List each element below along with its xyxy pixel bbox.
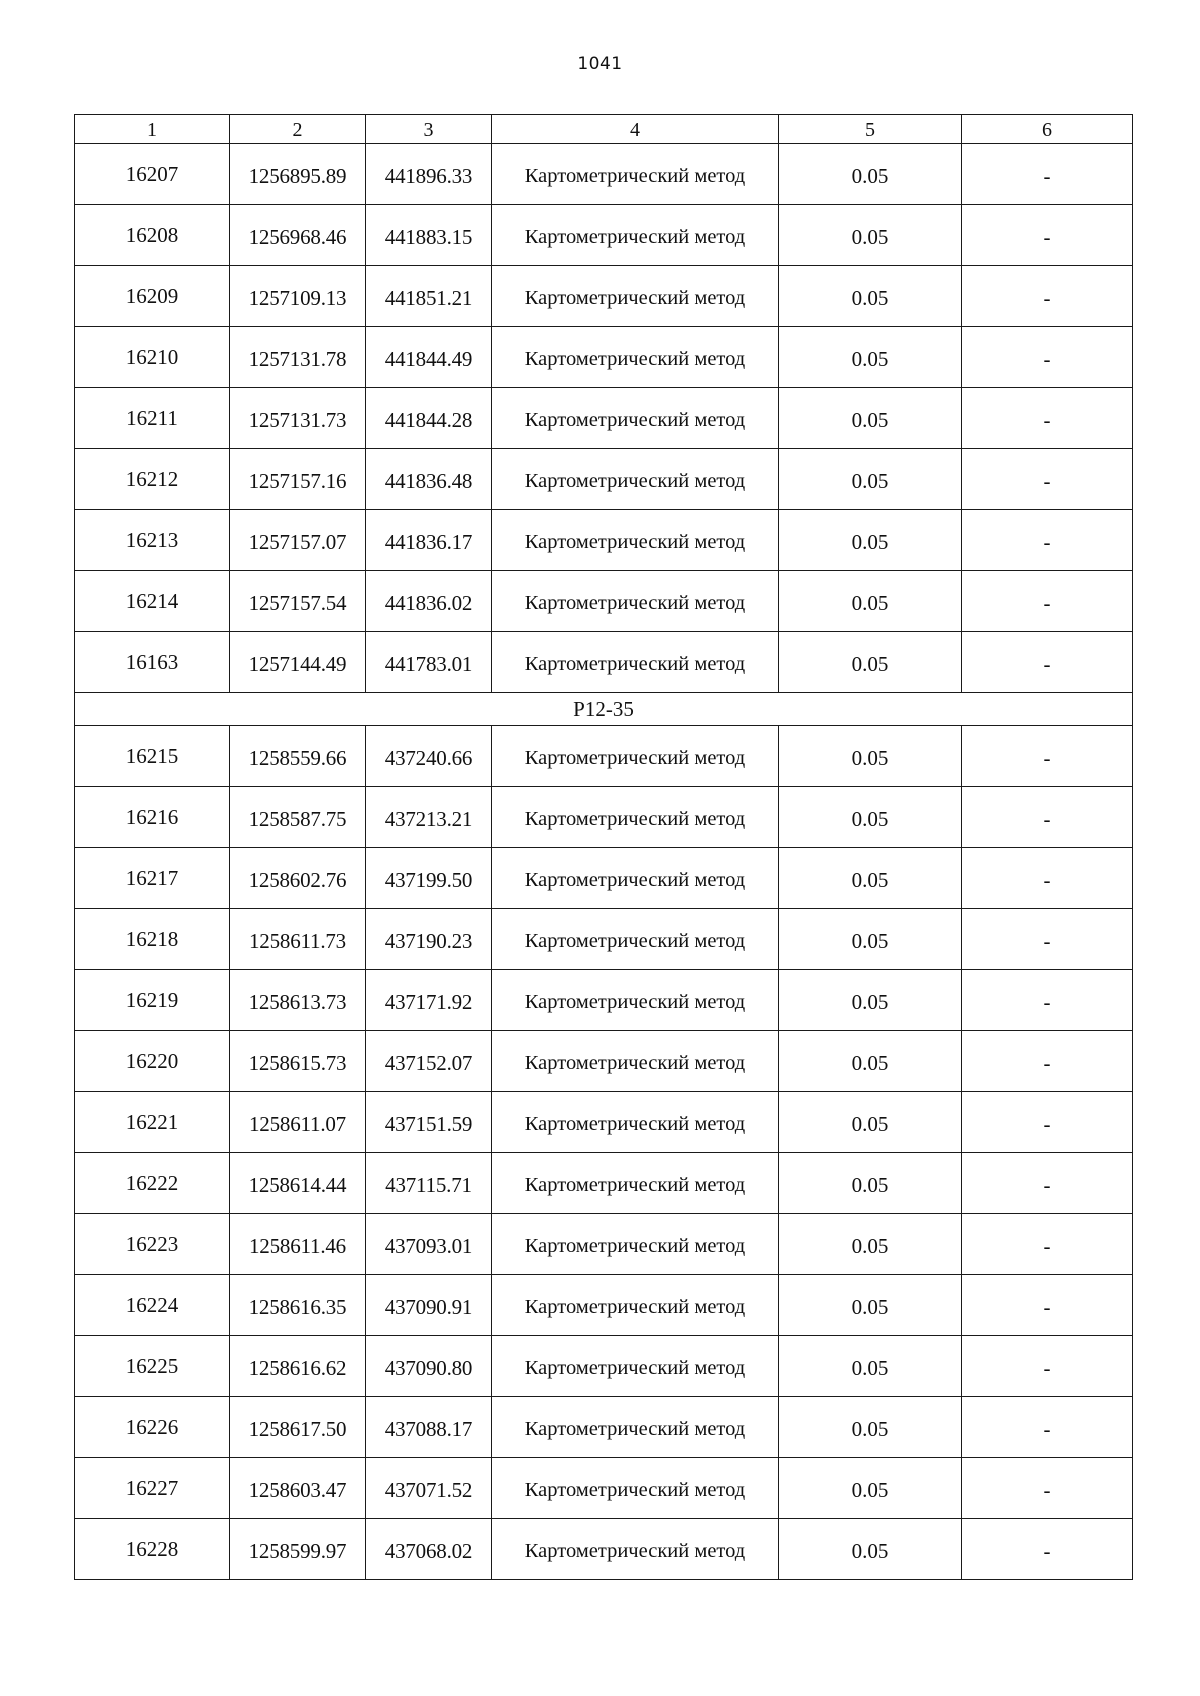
accuracy-cell: 0.05 [779,205,962,266]
y-coordinate-cell: 441883.15 [366,205,492,266]
note-cell: - [962,909,1133,970]
y-coordinate-cell: 437090.80 [366,1336,492,1397]
table-row [75,632,1133,693]
x-coordinate-cell: 1258599.97 [230,1519,366,1580]
header-row [75,115,1133,144]
table-row [75,1336,1133,1397]
point-id-cell: 16228 [75,1519,230,1580]
x-coordinate-cell: 1258616.62 [230,1336,366,1397]
point-id-cell: 16222 [75,1153,230,1214]
note-cell: - [962,1092,1133,1153]
note-cell: - [962,1336,1133,1397]
accuracy-cell: 0.05 [779,449,962,510]
table-row [75,787,1133,848]
y-coordinate-cell: 437068.02 [366,1519,492,1580]
method-cell: Картометрический метод [492,205,779,266]
point-id-cell: 16224 [75,1275,230,1336]
accuracy-cell: 0.05 [779,1458,962,1519]
point-id-cell: 16226 [75,1397,230,1458]
table-row [75,571,1133,632]
table-row [75,1031,1133,1092]
y-coordinate-cell: 437171.92 [366,970,492,1031]
point-id-cell: 16225 [75,1336,230,1397]
point-id-cell: 16210 [75,327,230,388]
accuracy-cell: 0.05 [779,510,962,571]
x-coordinate-cell: 1257131.73 [230,388,366,449]
note-cell: - [962,1031,1133,1092]
y-coordinate-cell: 441783.01 [366,632,492,693]
note-cell: - [962,1458,1133,1519]
method-cell: Картометрический метод [492,632,779,693]
x-coordinate-cell: 1256968.46 [230,205,366,266]
point-id-cell: 16209 [75,266,230,327]
x-coordinate-cell: 1258615.73 [230,1031,366,1092]
point-id-cell: 16208 [75,205,230,266]
y-coordinate-cell: 437093.01 [366,1214,492,1275]
x-coordinate-cell: 1258616.35 [230,1275,366,1336]
accuracy-cell: 0.05 [779,1336,962,1397]
x-coordinate-cell: 1258587.75 [230,787,366,848]
table-row [75,1519,1133,1580]
section-header-row [75,693,1133,726]
table-row [75,449,1133,510]
note-cell: - [962,1153,1133,1214]
x-coordinate-cell: 1257144.49 [230,632,366,693]
note-cell: - [962,144,1133,205]
x-coordinate-cell: 1258602.76 [230,848,366,909]
y-coordinate-cell: 441844.28 [366,388,492,449]
table-row [75,327,1133,388]
table-row [75,848,1133,909]
accuracy-cell: 0.05 [779,970,962,1031]
x-coordinate-cell: 1257131.78 [230,327,366,388]
method-cell: Картометрический метод [492,909,779,970]
x-coordinate-cell: 1258611.07 [230,1092,366,1153]
table-row [75,1397,1133,1458]
method-cell: Картометрический метод [492,1092,779,1153]
note-cell: - [962,571,1133,632]
note-cell: - [962,1397,1133,1458]
point-id-cell: 16214 [75,571,230,632]
method-cell: Картометрический метод [492,449,779,510]
accuracy-cell: 0.05 [779,1519,962,1580]
x-coordinate-cell: 1256895.89 [230,144,366,205]
y-coordinate-cell: 437088.17 [366,1397,492,1458]
point-id-cell: 16215 [75,726,230,787]
method-cell: Картометрический метод [492,327,779,388]
method-cell: Картометрический метод [492,1458,779,1519]
x-coordinate-cell: 1258614.44 [230,1153,366,1214]
accuracy-cell: 0.05 [779,787,962,848]
accuracy-cell: 0.05 [779,848,962,909]
accuracy-cell: 0.05 [779,909,962,970]
note-cell: - [962,1519,1133,1580]
table-header [75,115,1133,144]
method-cell: Картометрический метод [492,510,779,571]
method-cell: Картометрический метод [492,848,779,909]
x-coordinate-cell: 1258603.47 [230,1458,366,1519]
note-cell: - [962,388,1133,449]
y-coordinate-cell: 437152.07 [366,1031,492,1092]
y-coordinate-cell: 437151.59 [366,1092,492,1153]
method-cell: Картометрический метод [492,388,779,449]
table-row [75,1458,1133,1519]
method-cell: Картометрический метод [492,1336,779,1397]
column-header-4: 4 [492,115,779,144]
point-id-cell: 16216 [75,787,230,848]
section-label: Р12-35 [75,693,1133,726]
y-coordinate-cell: 437240.66 [366,726,492,787]
table-row [75,266,1133,327]
method-cell: Картометрический метод [492,144,779,205]
accuracy-cell: 0.05 [779,1275,962,1336]
x-coordinate-cell: 1258559.66 [230,726,366,787]
method-cell: Картометрический метод [492,726,779,787]
point-id-cell: 16212 [75,449,230,510]
accuracy-cell: 0.05 [779,1092,962,1153]
note-cell: - [962,970,1133,1031]
point-id-cell: 16217 [75,848,230,909]
table-body [75,144,1133,1580]
column-header-6: 6 [962,115,1133,144]
accuracy-cell: 0.05 [779,571,962,632]
coordinates-table [74,114,1133,1580]
method-cell: Картометрический метод [492,1275,779,1336]
point-id-cell: 16223 [75,1214,230,1275]
x-coordinate-cell: 1257157.16 [230,449,366,510]
column-header-5: 5 [779,115,962,144]
method-cell: Картометрический метод [492,571,779,632]
note-cell: - [962,449,1133,510]
note-cell: - [962,632,1133,693]
accuracy-cell: 0.05 [779,327,962,388]
column-header-2: 2 [230,115,366,144]
table-row [75,1214,1133,1275]
method-cell: Картометрический метод [492,1397,779,1458]
note-cell: - [962,205,1133,266]
y-coordinate-cell: 441896.33 [366,144,492,205]
x-coordinate-cell: 1258611.73 [230,909,366,970]
point-id-cell: 16211 [75,388,230,449]
note-cell: - [962,1214,1133,1275]
y-coordinate-cell: 437199.50 [366,848,492,909]
x-coordinate-cell: 1258611.46 [230,1214,366,1275]
x-coordinate-cell: 1258613.73 [230,970,366,1031]
y-coordinate-cell: 441836.17 [366,510,492,571]
point-id-cell: 16227 [75,1458,230,1519]
method-cell: Картометрический метод [492,1031,779,1092]
accuracy-cell: 0.05 [779,1153,962,1214]
point-id-cell: 16213 [75,510,230,571]
accuracy-cell: 0.05 [779,144,962,205]
table-row [75,970,1133,1031]
table-row [75,205,1133,266]
table-row [75,909,1133,970]
note-cell: - [962,726,1133,787]
table-row [75,1275,1133,1336]
y-coordinate-cell: 441836.48 [366,449,492,510]
point-id-cell: 16221 [75,1092,230,1153]
method-cell: Картометрический метод [492,266,779,327]
accuracy-cell: 0.05 [779,266,962,327]
accuracy-cell: 0.05 [779,1031,962,1092]
table-row [75,1092,1133,1153]
y-coordinate-cell: 441836.02 [366,571,492,632]
y-coordinate-cell: 437071.52 [366,1458,492,1519]
table-row [75,388,1133,449]
accuracy-cell: 0.05 [779,632,962,693]
note-cell: - [962,510,1133,571]
x-coordinate-cell: 1257157.07 [230,510,366,571]
note-cell: - [962,266,1133,327]
column-header-1: 1 [75,115,230,144]
accuracy-cell: 0.05 [779,726,962,787]
accuracy-cell: 0.05 [779,1214,962,1275]
accuracy-cell: 0.05 [779,388,962,449]
x-coordinate-cell: 1258617.50 [230,1397,366,1458]
method-cell: Картометрический метод [492,970,779,1031]
x-coordinate-cell: 1257157.54 [230,571,366,632]
point-id-cell: 16163 [75,632,230,693]
table-row [75,726,1133,787]
table-row [75,1153,1133,1214]
note-cell: - [962,848,1133,909]
point-id-cell: 16220 [75,1031,230,1092]
point-id-cell: 16218 [75,909,230,970]
point-id-cell: 16207 [75,144,230,205]
note-cell: - [962,1275,1133,1336]
method-cell: Картометрический метод [492,787,779,848]
x-coordinate-cell: 1257109.13 [230,266,366,327]
method-cell: Картометрический метод [492,1214,779,1275]
method-cell: Картометрический метод [492,1519,779,1580]
y-coordinate-cell: 441844.49 [366,327,492,388]
table-row [75,144,1133,205]
note-cell: - [962,327,1133,388]
y-coordinate-cell: 437213.21 [366,787,492,848]
page-number: 1041 [577,54,623,74]
column-header-3: 3 [366,115,492,144]
note-cell: - [962,787,1133,848]
y-coordinate-cell: 437190.23 [366,909,492,970]
accuracy-cell: 0.05 [779,1397,962,1458]
y-coordinate-cell: 437090.91 [366,1275,492,1336]
y-coordinate-cell: 441851.21 [366,266,492,327]
y-coordinate-cell: 437115.71 [366,1153,492,1214]
table-row [75,510,1133,571]
method-cell: Картометрический метод [492,1153,779,1214]
point-id-cell: 16219 [75,970,230,1031]
